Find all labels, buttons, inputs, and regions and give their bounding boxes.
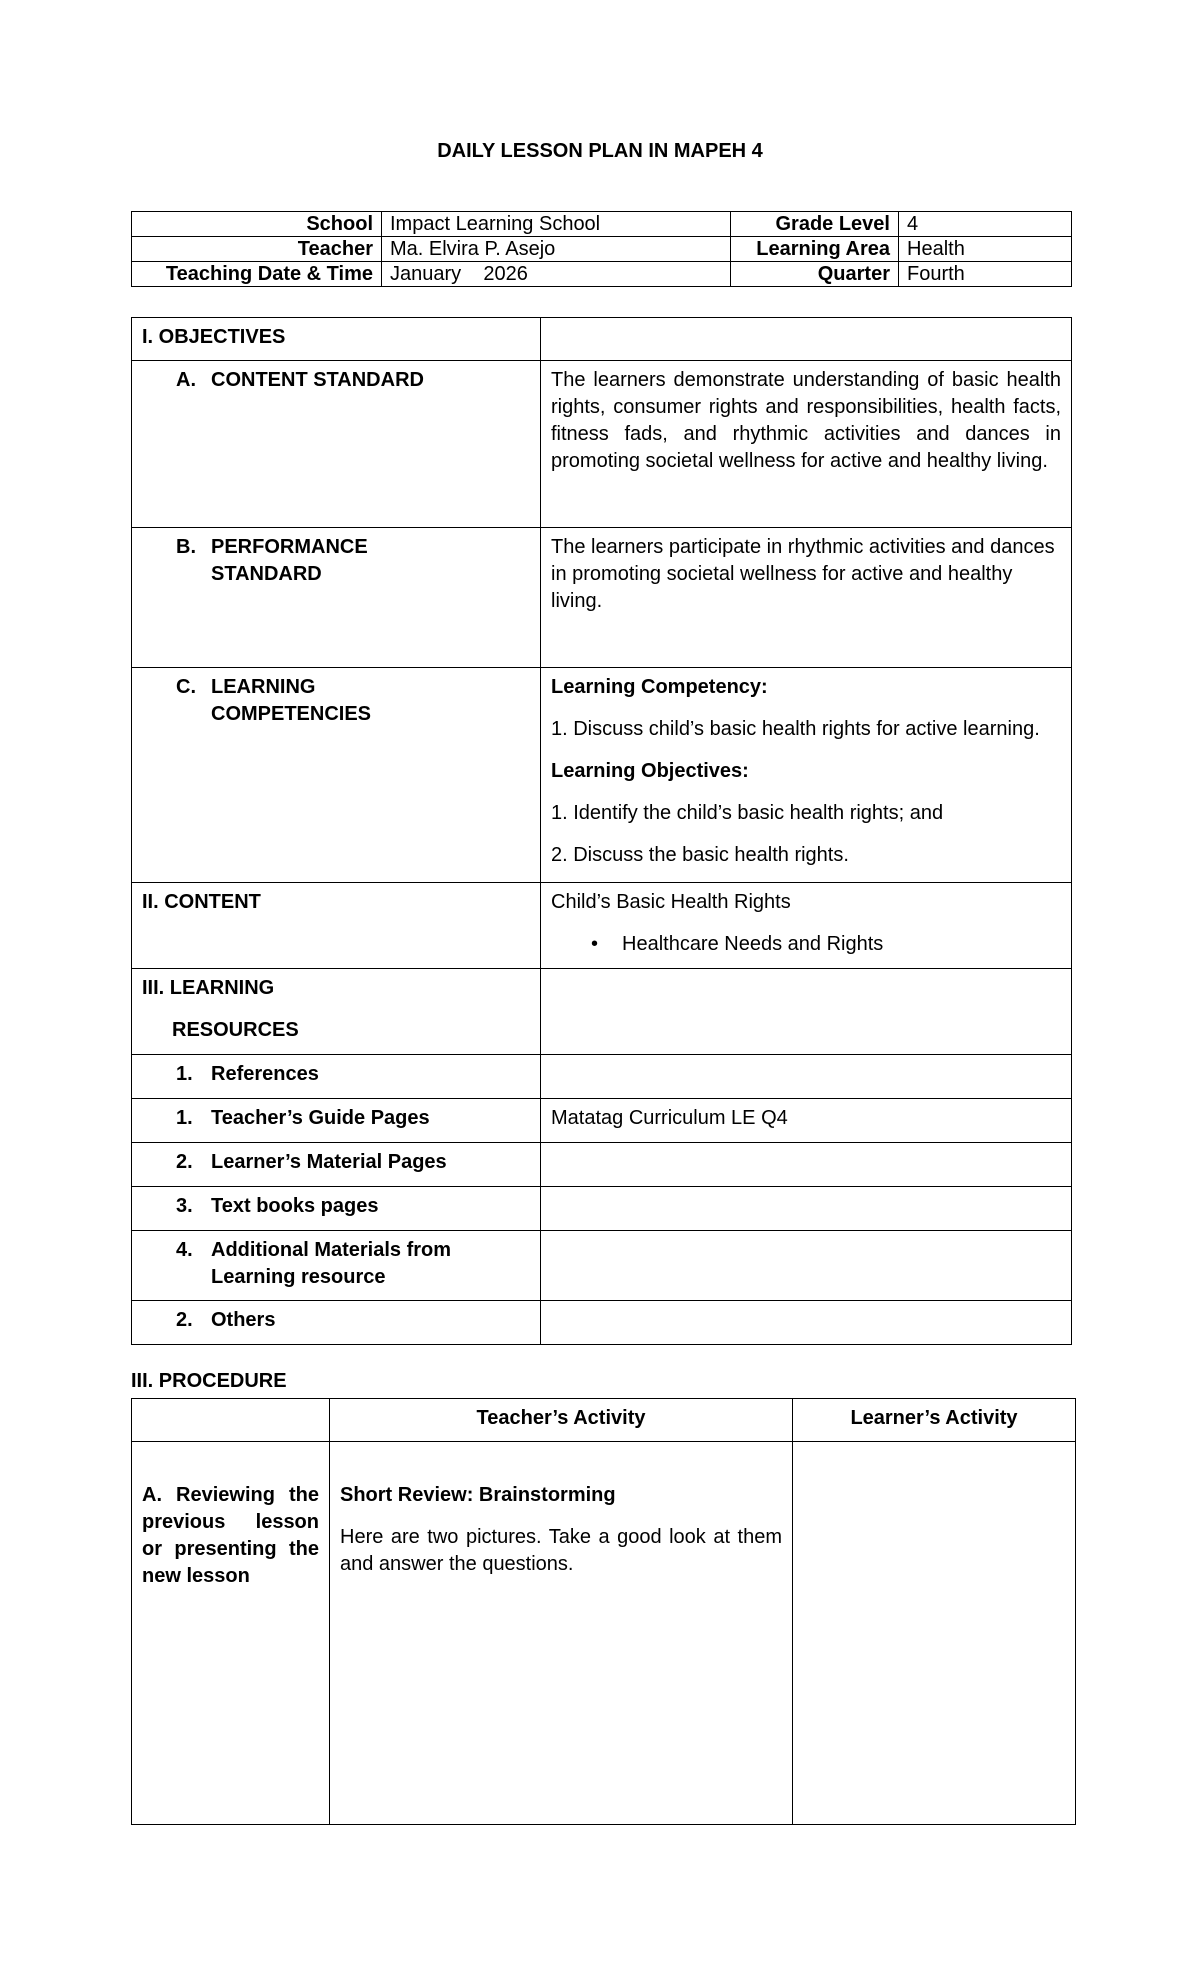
performance-standard-label: B. PERFORMANCE STANDARD xyxy=(132,528,541,668)
resource-label: 1. References xyxy=(132,1055,541,1099)
objectives-heading: I. OBJECTIVES xyxy=(132,318,541,361)
resource-value xyxy=(541,1143,1072,1187)
review-title: Short Review: Brainstorming xyxy=(340,1484,616,1506)
learner-activity-cell xyxy=(793,1442,1076,1825)
learning-resources-heading: III. LEARNING RESOURCES xyxy=(132,969,541,1055)
objectives-subheading: Learning Objectives: xyxy=(551,760,749,782)
learning-competencies-label: C. LEARNING COMPETENCIES xyxy=(132,668,541,883)
content-text xyxy=(541,883,1072,969)
content-standard-text: The learners demonstrate understanding of basic health rights, consumer rights and responsibilities, health facts, fitness fads, and rhythmic activities and dances in promoting societal wellness for active and healthy living. xyxy=(541,361,1072,528)
objective-item: 2. Discuss the basic health rights. xyxy=(551,844,849,866)
resource-value: Matatag Curriculum LE Q4 xyxy=(541,1099,1072,1143)
resource-value xyxy=(541,1231,1072,1301)
table-row xyxy=(132,668,1072,883)
teacher-value: Ma. Elvira P. Asejo xyxy=(382,237,731,262)
table-row xyxy=(132,1055,1072,1099)
procedure-step-a: A. Reviewing the previous lesson or presenting the new lesson xyxy=(132,1442,330,1825)
table-row xyxy=(132,361,1072,528)
table-row xyxy=(132,212,1072,237)
grade-level-label: Grade Level xyxy=(731,212,899,237)
content-topic: Child’s Basic Health Rights xyxy=(551,891,791,913)
empty-cell xyxy=(132,1399,330,1442)
teaching-date-label: Teaching Date & Time xyxy=(132,262,382,287)
table-row xyxy=(132,1301,1072,1345)
performance-standard-text: The learners participate in rhythmic activities and dances in promoting societal wellness for active and healthy living. xyxy=(541,528,1072,668)
resource-label: 3. Text books pages xyxy=(132,1187,541,1231)
list-item: • Healthcare Needs and Rights xyxy=(551,931,1061,958)
resource-label: 2. Learner’s Material Pages xyxy=(132,1143,541,1187)
competency-item: 1. Discuss child’s basic health rights for active learning. xyxy=(551,718,1040,740)
quarter-label: Quarter xyxy=(731,262,899,287)
empty-cell xyxy=(541,969,1072,1055)
objective-item: 1. Identify the child’s basic health rights; and xyxy=(551,802,944,824)
teacher-label: Teacher xyxy=(132,237,382,262)
table-row xyxy=(132,1187,1072,1231)
learner-activity-header: Learner’s Activity xyxy=(793,1399,1076,1442)
table-row xyxy=(132,1143,1072,1187)
procedure-heading: III. PROCEDURE xyxy=(131,1370,287,1392)
table-row xyxy=(132,1099,1072,1143)
resource-value xyxy=(541,1055,1072,1099)
resource-value xyxy=(541,1187,1072,1231)
resource-label: 4. Additional Materials from Learning resource xyxy=(132,1231,541,1301)
table-row xyxy=(132,1231,1072,1301)
procedure-table xyxy=(131,1398,1076,1825)
bullet-icon: • xyxy=(591,933,599,955)
empty-cell xyxy=(541,318,1072,361)
teacher-activity-cell xyxy=(330,1442,793,1825)
table-row xyxy=(132,237,1072,262)
objectives-table xyxy=(131,317,1072,1345)
learning-competencies-text xyxy=(541,668,1072,883)
competency-heading: Learning Competency: xyxy=(551,676,768,698)
content-heading: II. CONTENT xyxy=(132,883,541,969)
quarter-value: Fourth xyxy=(899,262,1072,287)
resource-value xyxy=(541,1301,1072,1345)
content-standard-label: A. CONTENT STANDARD xyxy=(132,361,541,528)
learning-area-label: Learning Area xyxy=(731,237,899,262)
school-value: Impact Learning School xyxy=(382,212,731,237)
resource-label: 1. Teacher’s Guide Pages xyxy=(132,1099,541,1143)
teacher-activity-header: Teacher’s Activity xyxy=(330,1399,793,1442)
resource-label: 2. Others xyxy=(132,1301,541,1345)
table-row xyxy=(132,528,1072,668)
learning-area-value: Health xyxy=(899,237,1072,262)
grade-level-value: 4 xyxy=(899,212,1072,237)
table-row xyxy=(132,1399,1076,1442)
table-row xyxy=(132,262,1072,287)
page-title: DAILY LESSON PLAN IN MAPEH 4 xyxy=(437,140,763,162)
teaching-date-value: January 2026 xyxy=(382,262,731,287)
table-row xyxy=(132,883,1072,969)
table-row xyxy=(132,969,1072,1055)
table-row xyxy=(132,1442,1076,1825)
lesson-info-table xyxy=(131,211,1072,287)
table-row xyxy=(132,318,1072,361)
school-label: School xyxy=(132,212,382,237)
review-text: Here are two pictures. Take a good look at them and answer the questions. xyxy=(340,1526,782,1575)
